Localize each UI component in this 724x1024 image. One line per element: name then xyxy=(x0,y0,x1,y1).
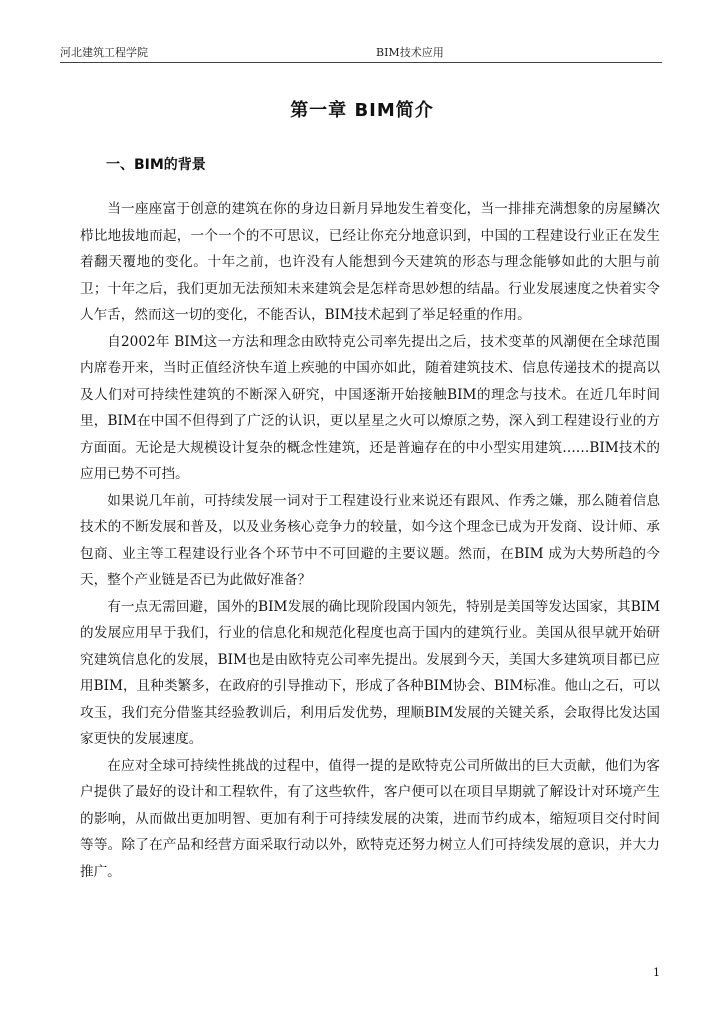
paragraph: 自2002年 BIM这一方法和理念由欧特克公司率先提出之后，技术变革的风潮便在全球范围内席卷开来，当时正值经济快车道上疾驰的中国亦如此，随着建筑技术、信息传递技术的提高以及人们对可持续性建筑的不断深入研究，中国逐渐开始接触BIM的理念与技术。在近几年时间里，BIM在中国不但得到了广泛的认识，更以星星之火可以燎原之势，深入到工程建设行业的方方面面。无论是大规模设计复杂的概念性建筑，还是普遍存在的中小型实用建筑……BIM技术的应用已势不可挡。 xyxy=(80,333,660,482)
page-header xyxy=(60,44,662,63)
paragraph: 当一座座富于创意的建筑在你的身边日新月异地发生着变化，当一排排充满想象的房屋鳞次栉比地拔地而起，一个一个的不可思议，已经让你充分地意识到，中国的工程建设行业正在发生着翻天覆地的变化。十年之前，也许没有人能想到今天建筑的形态与理念能够如此的大胆与前卫；十年之后，我们更加无法预知未来建筑会是怎样奇思妙想的结晶。行业发展速度之快着实令人乍舌，然而这一切的变化，不能否认，BIM技术起到了举足轻重的作用。 xyxy=(80,201,660,323)
paragraph: 如果说几年前，可持续发展一词对于工程建设行业来说还有跟风、作秀之嫌，那么随着信息技术的不断发展和普及，以及业务核心竞争力的较量，如今这个理念已成为开发商、设计师、承包商、业主等工程建设行业各个环节中不可回避的主要议题。然而，在BIM 成为大势所趋的今天，整个产业链是否已为此做好准备？ xyxy=(80,492,660,588)
section-heading: 一、BIM的背景 xyxy=(106,157,206,173)
paragraph: 有一点无需回避，国外的BIM发展的确比现阶段国内领先，特别是美国等发达国家，其BIM的发展应用早于我们，行业的信息化和规范化程度也高于国内的建筑行业。美国从很早就开始研究建筑信息化的发展，BIM也是由欧特克公司率先提出。发展到今天，美国大多建筑项目都已应用BIM，且种类繁多，在政府的引导推动下，形成了各种BIM协会、BIM标准。他山之石，可以攻玉，我们充分借鉴其经验教训后，利用后发优势，理顺BIM发展的关键关系，会取得比发达国家更快的发展速度。 xyxy=(80,598,660,747)
header-institution: 河北建筑工程学院 xyxy=(60,46,148,59)
chapter-title: 第一章 BIM简介 xyxy=(290,100,434,121)
body-text xyxy=(80,196,660,885)
page-number: 1 xyxy=(653,966,660,979)
header-course: BIM技术应用 xyxy=(376,46,444,59)
paragraph: 在应对全球可持续性挑战的过程中，值得一提的是欧特克公司所做出的巨大贡献，他们为客户提供了最好的设计和工程软件，有了这些软件，客户便可以在项目早期就了解设计对环境产生的影响，从而做出更加明智、更加有利于可持续发展的决策，进而节约成本，缩短项目交付时间等等。除了在产品和经营方面采取行动以外，欧特克还努力树立人们可持续发展的意识，并大力推广。 xyxy=(80,757,660,880)
